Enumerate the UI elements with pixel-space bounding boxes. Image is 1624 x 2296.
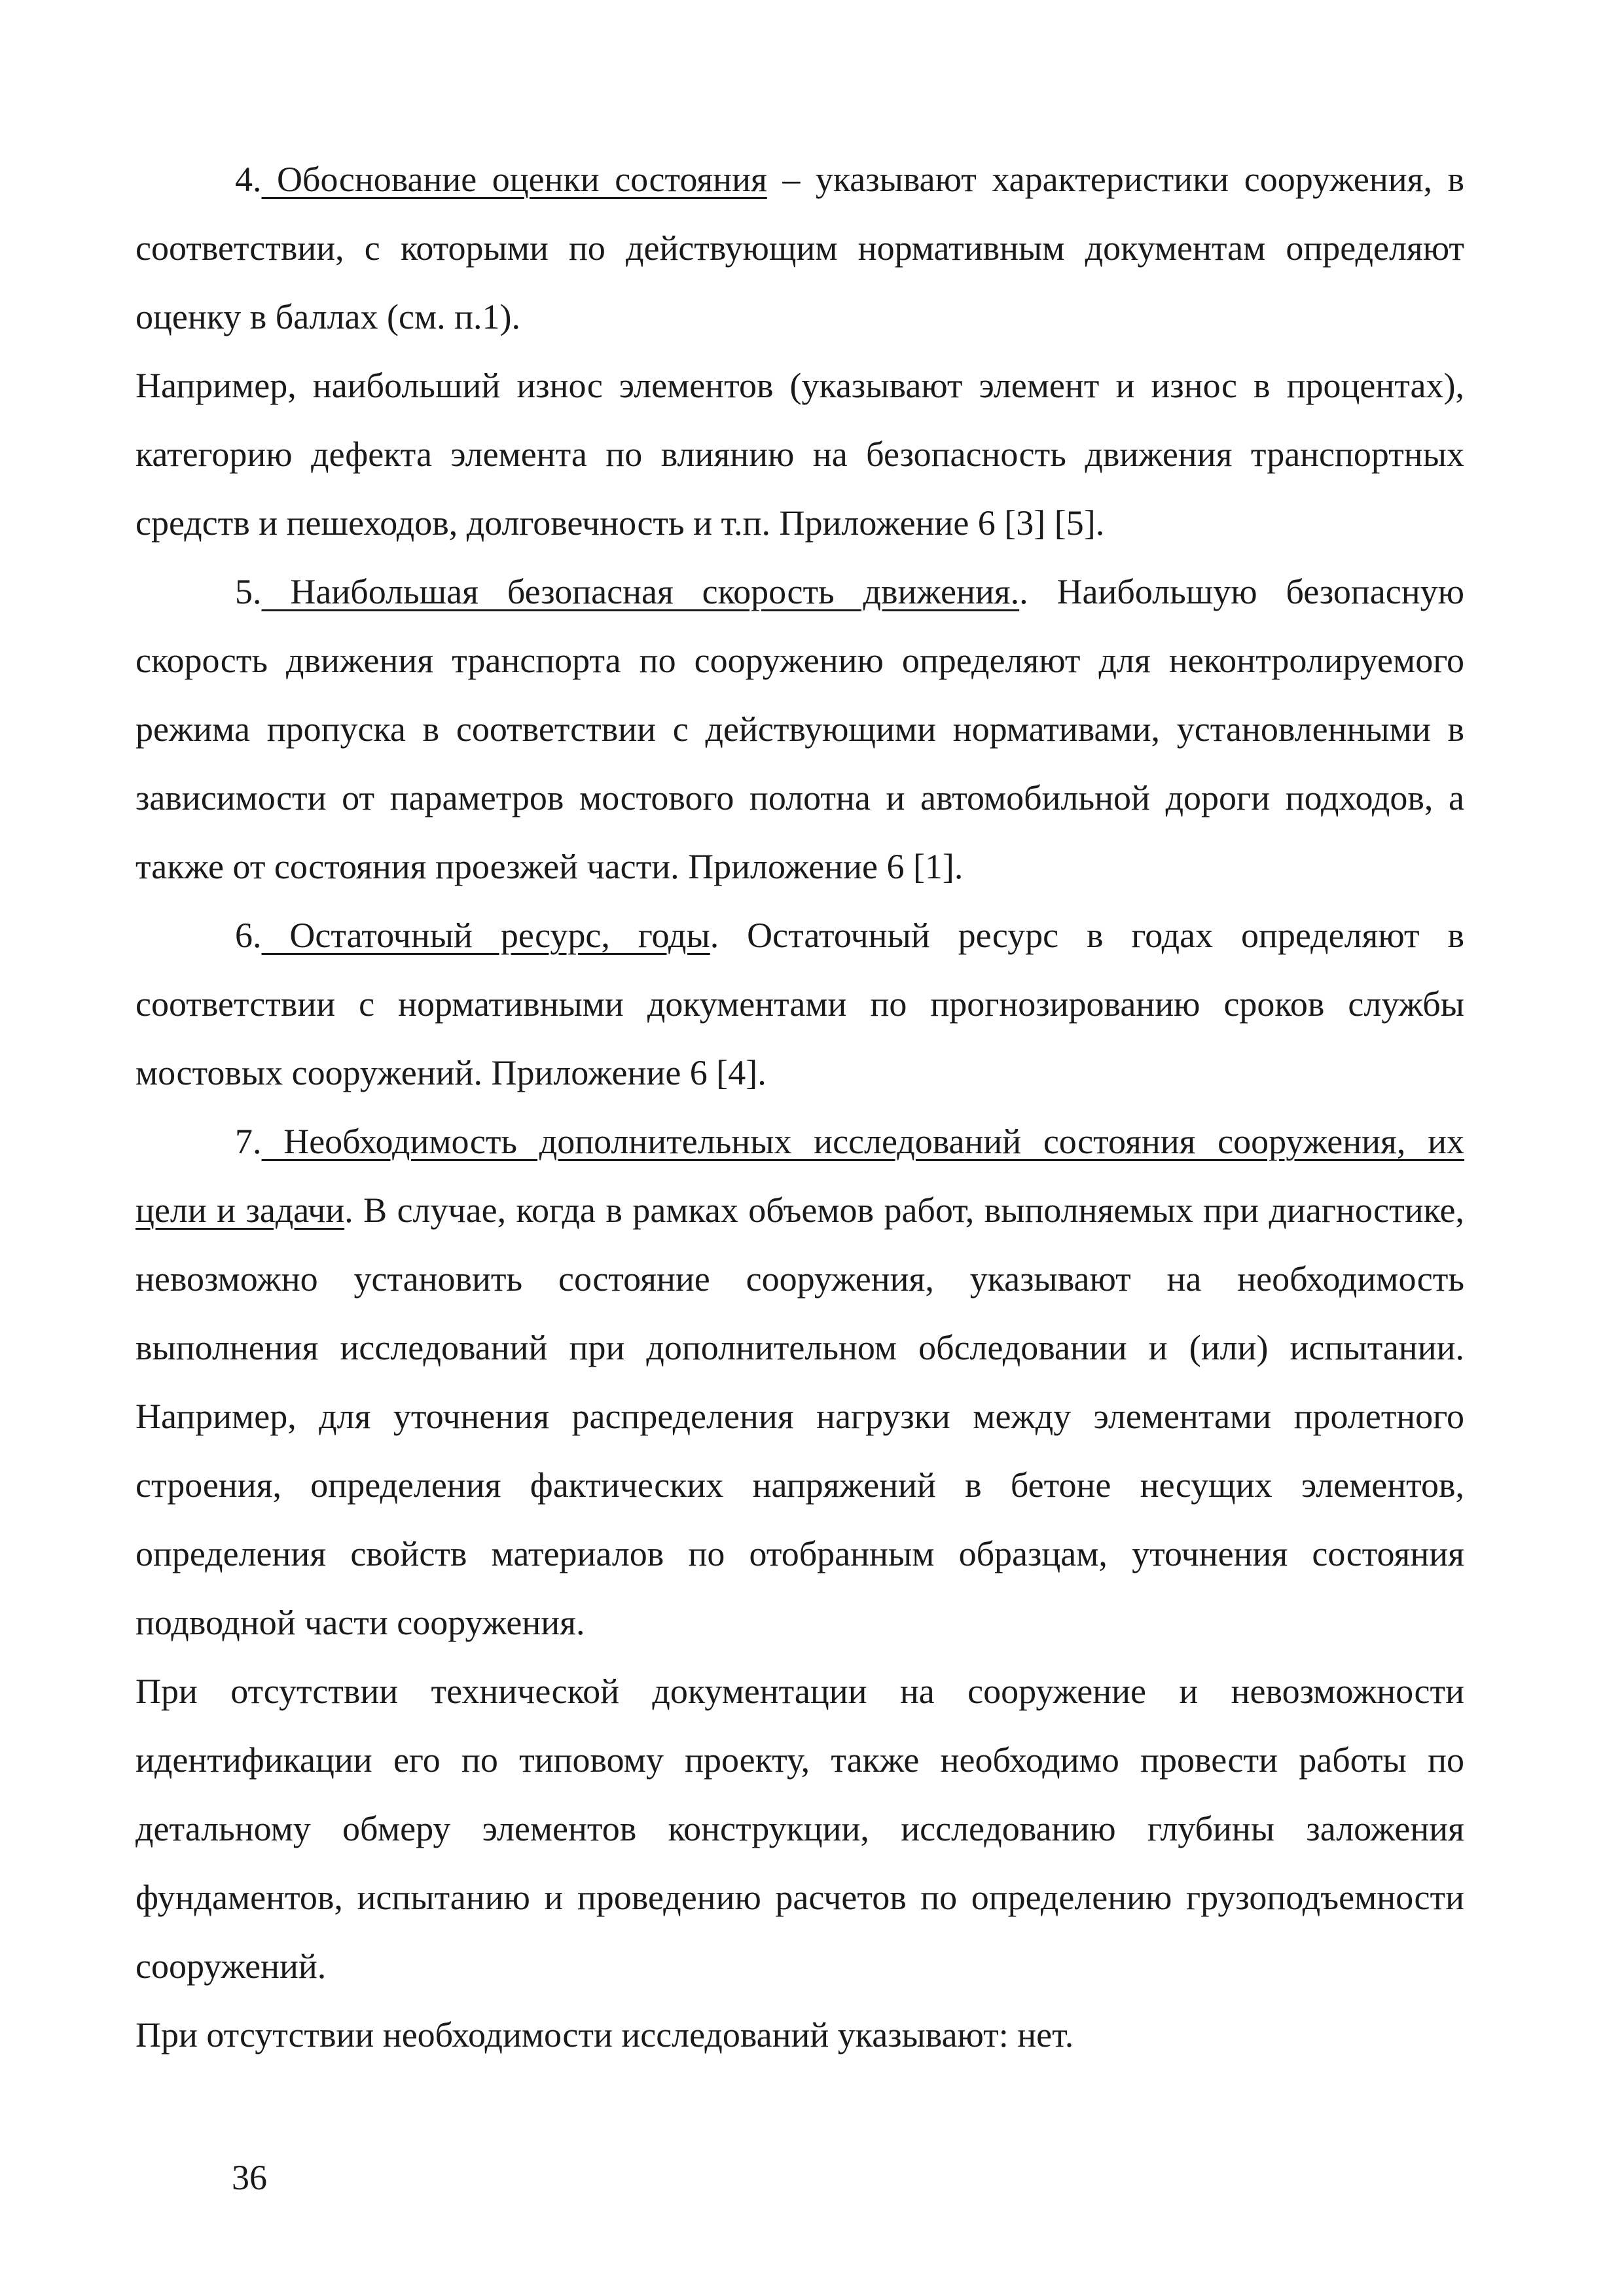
item-heading: Наибольшая безопасная скорость движения.: [261, 572, 1020, 611]
item-number: 5.: [235, 572, 262, 611]
paragraph-example-wear: [135, 351, 1464, 558]
item-text: При отсутствии технической документации на сооружение и невозможности идентификации его по типовому проекту, также необходимо провести работы по детальному обмеру элементов конструкции, исследованию глубины заложения фундаментов, испытанию и проведению расчетов по определению грузоподъемности сооружений.: [135, 1672, 1464, 1986]
item-heading: Необходимость дополнительных исследований состояния сооружения, их цели и задачи: [135, 1122, 1464, 1230]
item-text: . В случае, когда в рамках объемов работ, выполняемых при диагностике, невозможно установить состояние сооружения, указывают на необходимость выполнения исследований при дополнительном обследовании и (или) испытании. Например, для уточнения распределения нагрузки между элементами пролетного строения, определения фактических напряжений в бетоне несущих элементов, определения свойств материалов по отобранным образцам, уточнения состояния подводной части сооружения.: [135, 1191, 1464, 1642]
item-heading: Остаточный ресурс, годы: [261, 916, 710, 955]
item-heading: Обоснование оценки состояния: [261, 160, 767, 199]
body-text: [135, 145, 1464, 2070]
item-text: При отсутствии необходимости исследований указывают: нет.: [135, 2015, 1074, 2054]
item-text: Например, наибольший износ элементов (указывают элемент и износ в процентах), категорию дефекта элемента по влиянию на безопасность движения транспортных средств и пешеходов, долговечность и т.п. Приложение 6 [3] [5].: [135, 366, 1464, 543]
item-number: 4.: [235, 160, 262, 199]
item-number: 6.: [235, 916, 262, 955]
item-number: 7.: [235, 1122, 262, 1161]
item-text: . Наибольшую безопасную скорость движения транспорта по сооружению определяют для неконтролируемого режима пропуска в соответствии с действующими нормативами, установленными в зависимости от параметров мостового полотна и автомобильной дороги подходов, а также от состояния проезжей части. Приложение 6 [1].: [135, 572, 1464, 886]
paragraph-7-additional-research: [135, 1107, 1464, 1657]
paragraph-missing-documentation: [135, 1657, 1464, 2001]
paragraph-5-safe-speed: [135, 558, 1464, 901]
paragraph-4-assessment-rationale: [135, 145, 1464, 351]
item-text: – указывают характеристики сооружения, в соответствии, с которыми по действующим нормативным документам определяют оценку в баллах (см. п.1).: [135, 160, 1464, 336]
paragraph-no-research-needed: [135, 2001, 1464, 2070]
item-text: . Остаточный ресурс в годах определяют в соответствии с нормативными документами по прогнозированию сроков службы мостовых сооружений. Приложение 6 [4].: [135, 916, 1465, 1092]
paragraph-6-residual-life: [135, 901, 1464, 1107]
page-number: 36: [232, 2158, 267, 2197]
